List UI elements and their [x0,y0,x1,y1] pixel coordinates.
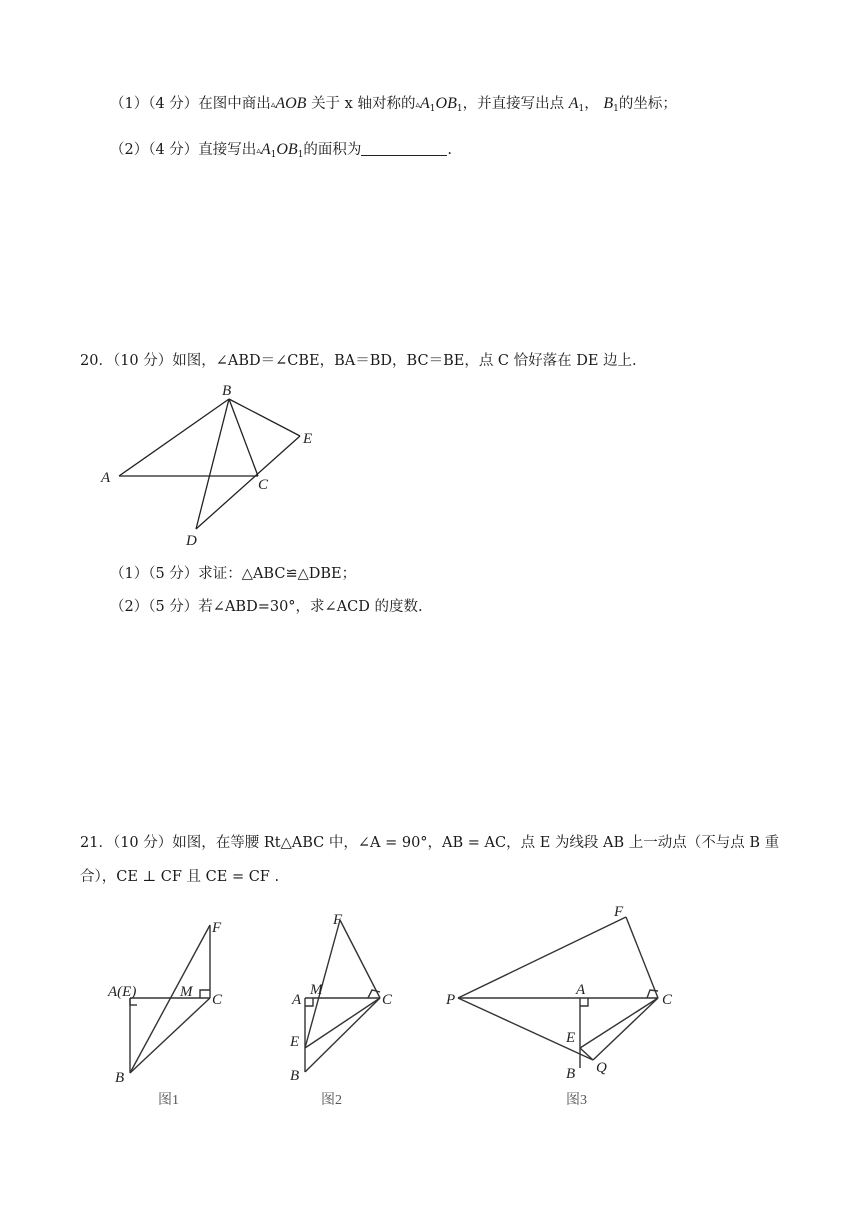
q20-label-E: E [303,431,313,447]
fig2-label-A: A [292,992,302,1008]
fig3-label-F: F [614,904,624,920]
fig2-label-M: M [310,982,323,998]
q20-label-C: C [258,477,269,493]
q19-part2: （2）（4 分）直接写出$▵A_1OB_1$的面积为 . [110,141,453,160]
fig3-caption: 图3 [566,1093,587,1108]
fig1-label-B: B [115,1070,125,1086]
q20-label-D: D [186,533,197,549]
fig3-label-Q: Q [596,1060,607,1076]
q20-part1: （1）（5 分）求证：△ABC≌△DBE； [110,566,357,582]
fig1-label-C: C [212,992,223,1008]
fig2-label-B: B [290,1068,300,1084]
q21-stem-line1: 21．（10 分）如图，在等腰 Rt△ABC 中，∠A = 90°，AB = AC，点 E 为线段 AB 上一动点（不与点 B 重 [80,835,780,851]
fig3-label-C: C [662,992,673,1008]
fig3-label-E: E [566,1030,576,1046]
fig2-label-F: F [333,912,343,928]
q19-part1: （1）（4 分）在图中商出▵AOB 关于 x 轴对称的$▵A_1OB_1$，并直接写出点 $A_1$， $B_1$的坐标； [110,95,677,114]
fig1-label-F: F [212,920,222,936]
q20-stem: 20．（10 分）如图，∠ABD＝∠CBE，BA＝BD，BC＝BE，点 C 恰好落在 DE 边上. [80,353,637,369]
fig1-label-M: M [180,984,193,1000]
q20-label-A: A [101,470,111,486]
fig2-label-C: C [382,992,393,1008]
q21-stem-line2: 合），CE ⊥ CF 且 CE = CF . [80,869,280,885]
fig1-caption: 图1 [158,1093,179,1108]
fig2-caption: 图2 [321,1093,342,1108]
q20-label-B: B [222,383,232,399]
fig3-label-P: P [446,992,456,1008]
fig2-label-E: E [290,1034,300,1050]
fig3-label-A: A [576,982,586,998]
q20-part2: （2）（5 分）若∠ABD=30°，求∠ACD 的度数. [110,599,423,615]
fig3-label-B: B [566,1066,576,1082]
fig1-label-AE: A(E) [108,984,137,1000]
